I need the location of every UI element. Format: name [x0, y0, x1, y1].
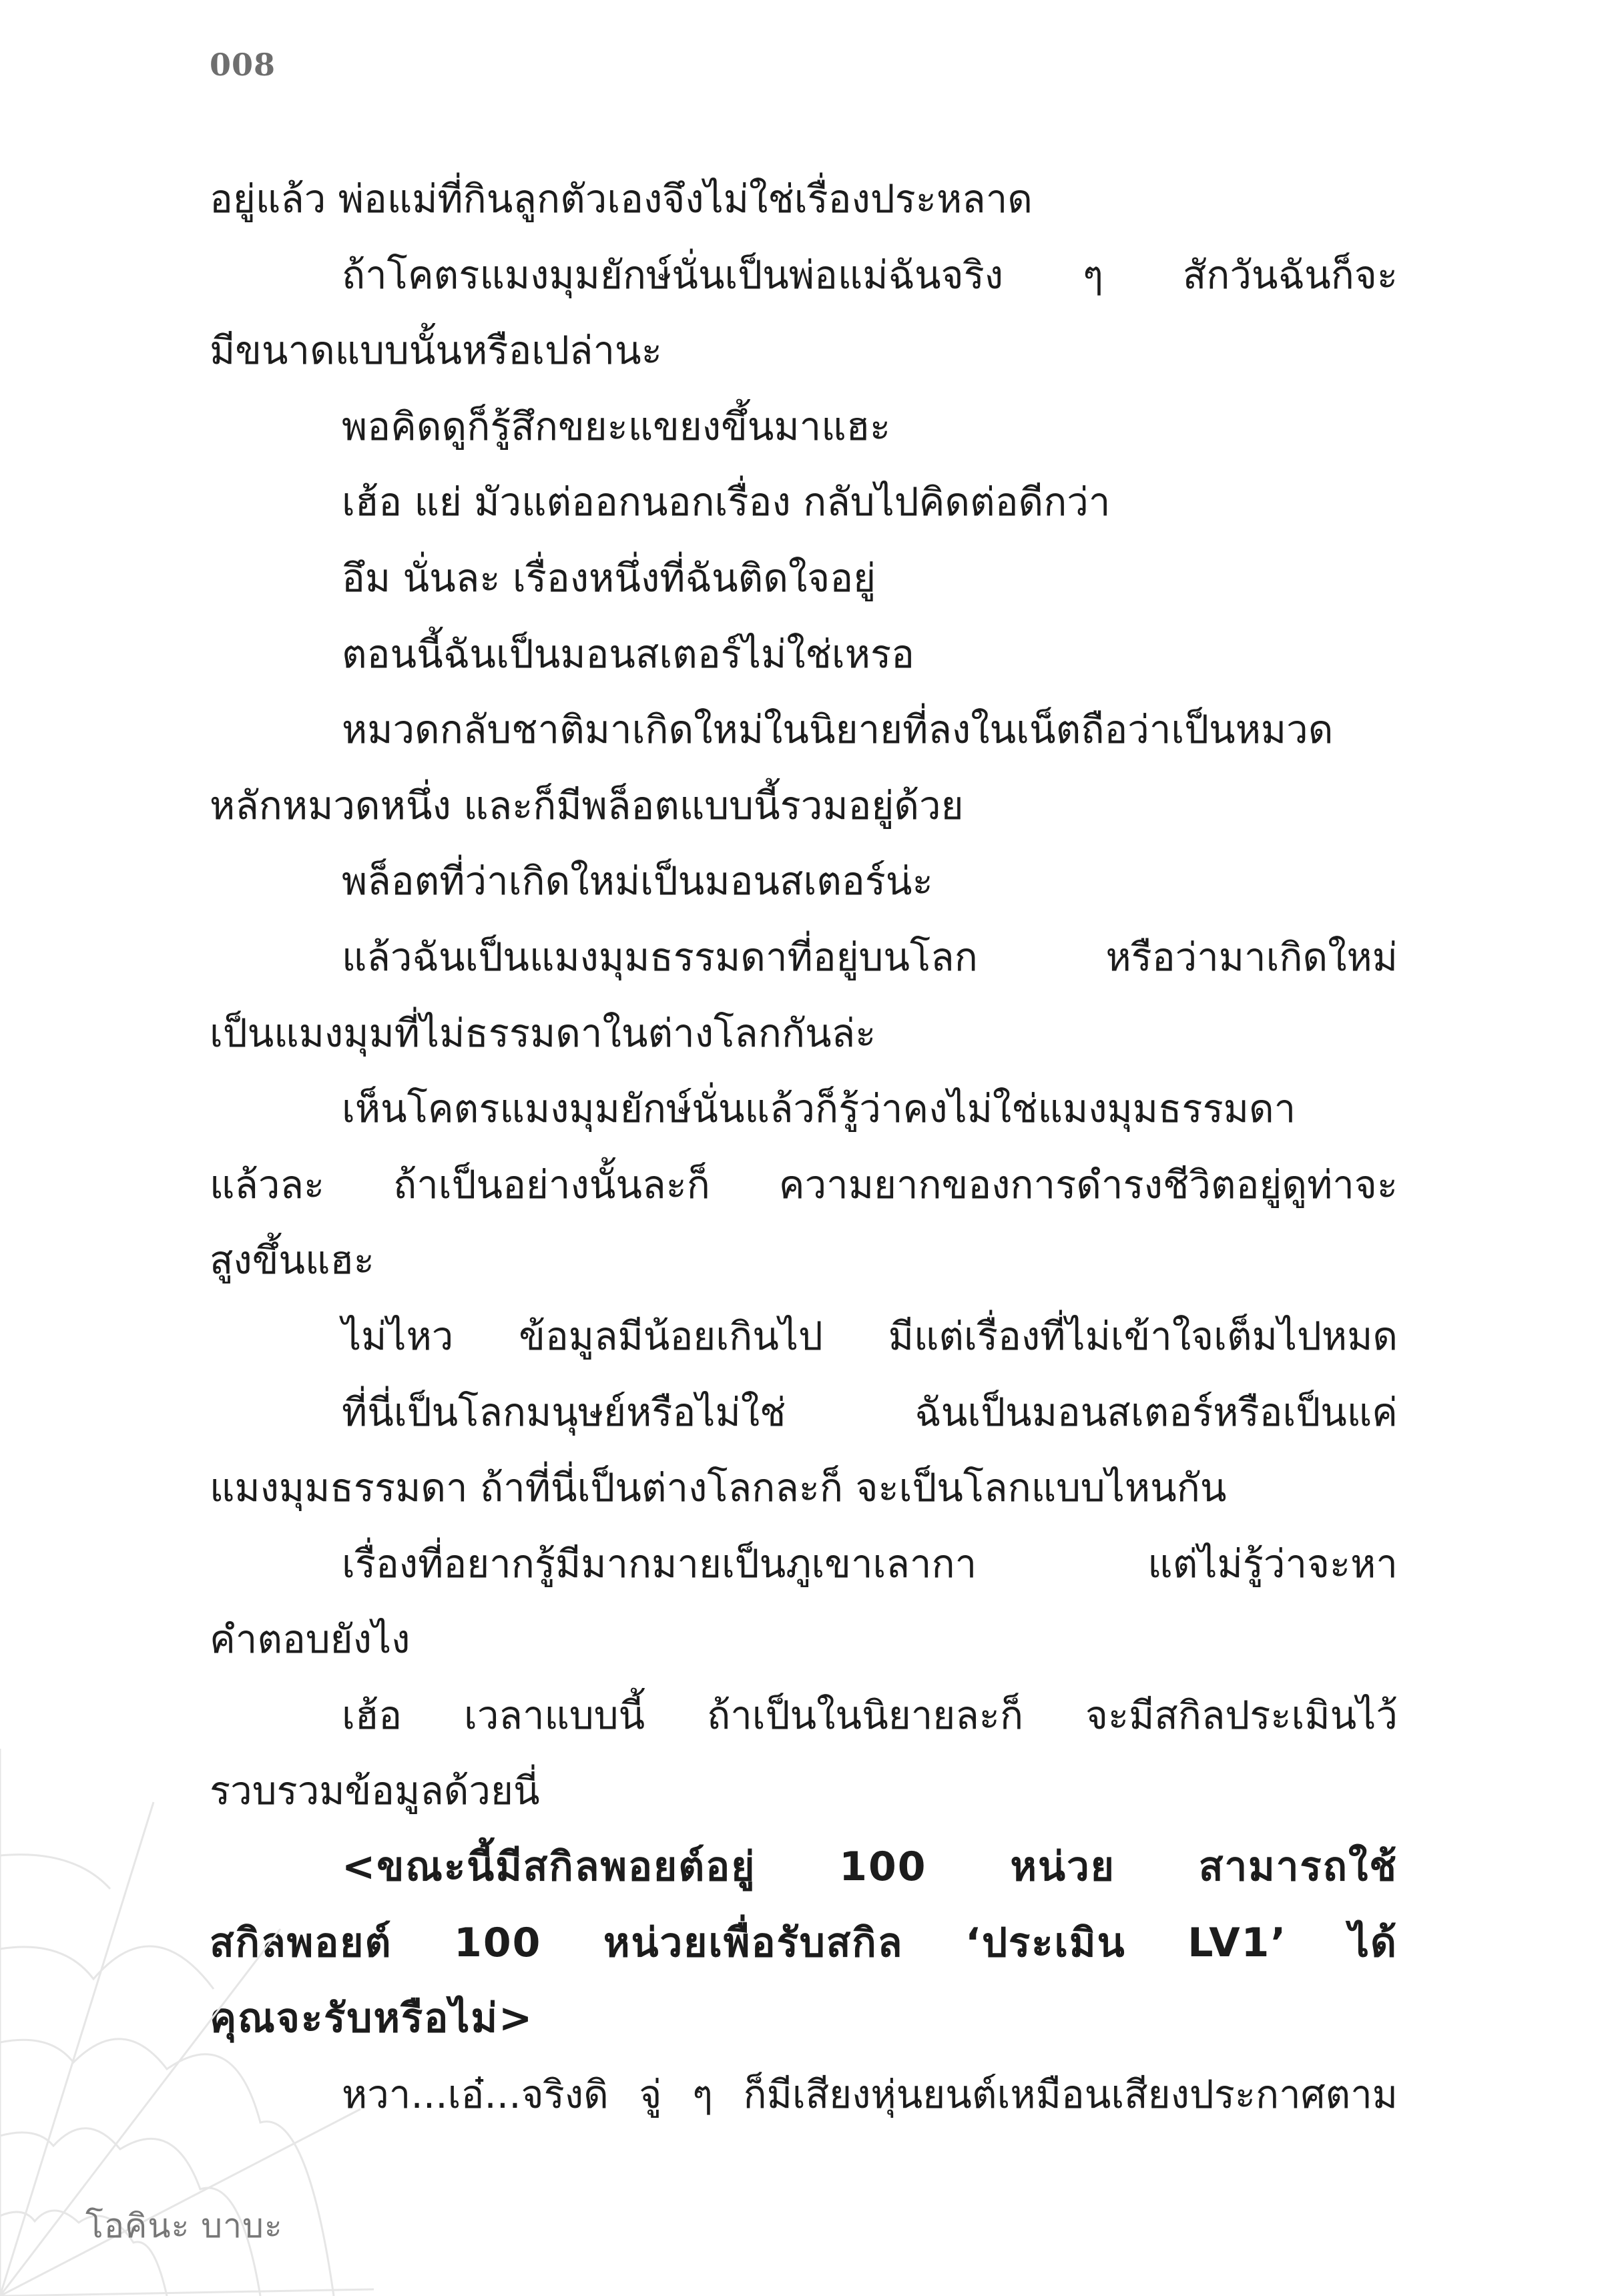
text-line: ที่นี่เป็นโลกมนุษย์หรือไม่ใช่ ฉันเป็นมอนสเตอร์หรือเป็นแค่ — [342, 1389, 1398, 1435]
text-line: เป็นแมงมุมที่ไม่ธรรมดาในต่างโลกกันล่ะ — [210, 1010, 876, 1056]
text-line: อยู่แล้ว พ่อแม่ที่กินลูกตัวเองจึงไม่ใช่เรื่องประหลาด — [210, 176, 1033, 222]
page-number: 008 — [210, 47, 276, 83]
text-line: เฮ้อ แย่ มัวแต่ออกนอกเรื่อง กลับไปคิดต่อดีกว่า — [342, 479, 1111, 525]
body-text — [210, 162, 1398, 2132]
text-line: แมงมุมธรรมดา ถ้าที่นี่เป็นต่างโลกละก็ จะเป็นโลกแบบไหนกัน — [210, 1465, 1227, 1511]
text-line: หวา...เอ๋...จริงดิ จู่ ๆ ก็มีเสียงหุ่นยนต์เหมือนเสียงประกาศตาม — [342, 2071, 1398, 2117]
text-line: พอคิดดูก็รู้สึกขยะแขยงขึ้นมาแฮะ — [342, 403, 891, 449]
text-line: แล้วละ ถ้าเป็นอย่างนั้นละก็ ความยากของการดำรงชีวิตอยู่ดูท่าจะ — [210, 1161, 1398, 1207]
text-line: แล้วฉันเป็นแมงมุมธรรมดาที่อยู่บนโลก หรือว่ามาเกิดใหม่ — [342, 934, 1398, 980]
text-line: ถ้าโคตรแมงมุมยักษ์นั่นเป็นพ่อแม่ฉันจริง ๆ สักวันฉันก็จะ — [342, 252, 1398, 298]
text-line: เห็นโคตรแมงมุมยักษ์นั่นแล้วก็รู้ว่าคงไม่ใช่แมงมุมธรรมดา — [342, 1086, 1296, 1132]
text-line: มีขนาดแบบนั้นหรือเปล่านะ — [210, 328, 662, 374]
text-line: อึม นั่นละ เรื่องหนึ่งที่ฉันติดใจอยู่ — [342, 555, 876, 601]
text-line: คำตอบยังไง — [210, 1617, 411, 1663]
text-line: เฮ้อ เวลาแบบนี้ ถ้าเป็นในนิยายละก็ จะมีสกิลประเมินไว้ — [342, 1692, 1398, 1738]
system-message-line: คุณจะรับหรือไม่> — [210, 1995, 534, 2042]
text-line: พล็อตที่ว่าเกิดใหม่เป็นมอนสเตอร์น่ะ — [342, 858, 933, 904]
text-line: หลักหมวดหนึ่ง และก็มีพล็อตแบบนี้รวมอยู่ด้วย — [210, 782, 964, 828]
text-line: รวบรวมข้อมูลด้วยนี่ — [210, 1768, 540, 1814]
text-line: เรื่องที่อยากรู้มีมากมายเป็นภูเขาเลากา แต่ไม่รู้ว่าจะหา — [342, 1540, 1398, 1587]
system-message-line: สกิลพอยต์ 100 หน่วยเพื่อรับสกิล ‘ประเมิน LV1’ ได้ — [210, 1919, 1398, 1966]
text-line: ไม่ไหว ข้อมูลมีน้อยเกินไป มีแต่เรื่องที่ไม่เข้าใจเต็มไปหมด — [342, 1313, 1398, 1359]
footer-author: โอคินะ บาบะ — [85, 2207, 283, 2245]
text-line: หมวดกลับชาติมาเกิดใหม่ในนิยายที่ลงในเน็ตถือว่าเป็นหมวด — [342, 707, 1334, 753]
text-line: สูงขึ้นแฮะ — [210, 1237, 374, 1283]
system-message-line: <ขณะนี้มีสกิลพอยต์อยู่ 100 หน่วย สามารถใช้ — [342, 1843, 1398, 1891]
text-line: ตอนนี้ฉันเป็นมอนสเตอร์ไม่ใช่เหรอ — [342, 631, 914, 677]
